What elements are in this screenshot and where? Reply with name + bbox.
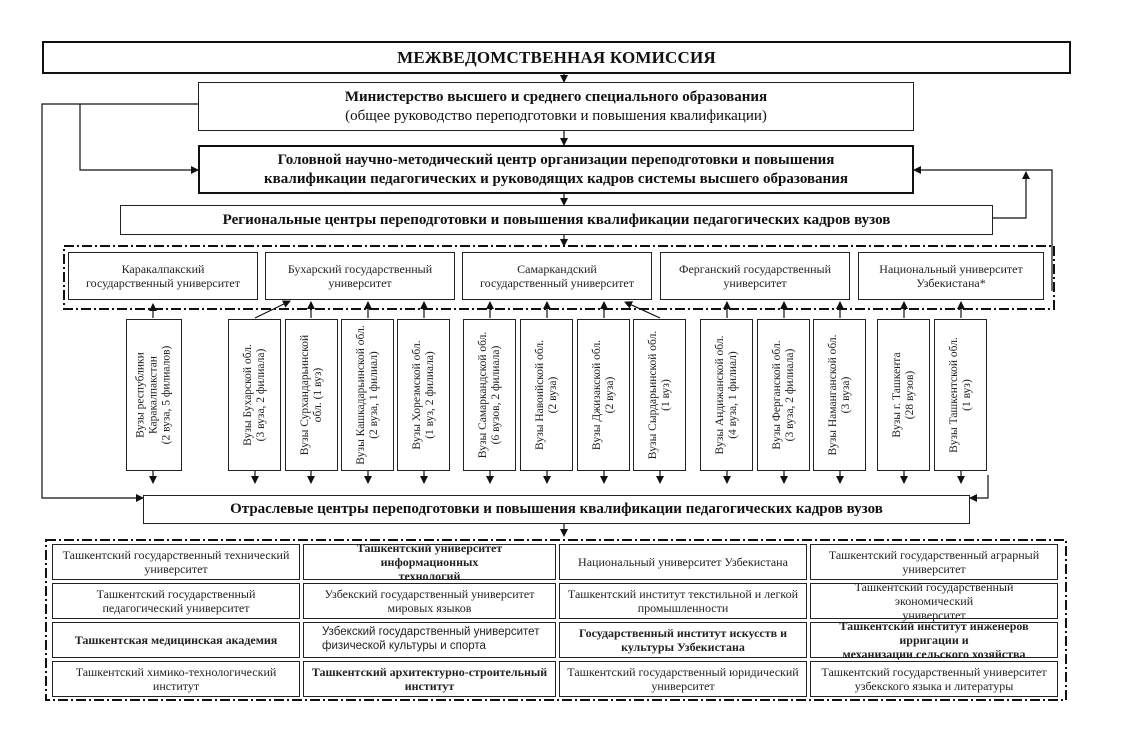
institution-line2: мировых языков [387,601,472,615]
institution-cell [52,544,300,580]
institution-line1: Ташкентский архитектурно-строительный [311,665,548,679]
university-national [858,252,1044,300]
institution-line2: педагогический университет [102,601,250,615]
institution-cell [52,661,300,697]
region-line1: Вузы Кашкадарьинской обл. [354,325,367,465]
head-center-line2: квалификации педагогических и руководящих кадров системы высшего образования [264,170,848,187]
institution-line2: университет [144,562,208,576]
institution-line1: Национальный университет Узбекистана [578,555,788,569]
institution-line2: технологий [398,569,461,583]
institution-line2: институт [152,679,200,693]
region-line2: обл. (1 вуз) [311,367,324,423]
region-line1: Вузы Бухарской обл. [241,344,254,446]
region-column [813,319,866,471]
institution-cell [303,661,556,697]
university-name-line2: университет [723,276,787,290]
region-line2: (4 вуза, 1 филиал) [726,351,739,439]
commission-title [42,41,1071,74]
institution-line1: Ташкентский государственный аграрный [828,548,1040,562]
region-column [934,319,987,471]
region-line2: (3 вуза) [839,376,852,414]
region-column [228,319,281,471]
university-name-line1: Ферганский государственный [678,262,832,276]
university-name-line2: Узбекистана* [916,276,986,290]
institution-cell [52,622,300,658]
institution-line1: Ташкентский институт инженеров ирригации и [839,619,1029,647]
ministry-box [198,82,914,131]
university-name-line2: государственный университет [480,276,634,290]
region-column [397,319,450,471]
head-center-box [198,145,914,194]
institution-line1: Ташкентская медицинская академия [74,633,278,647]
region-column [700,319,753,471]
region-line1: Вузы Ташкентской обл. [947,337,960,453]
head-center-line1: Головной научно-методический центр организации переподготовки и повышения [277,151,835,168]
region-column [463,319,516,471]
region-line2: (1 вуз) [659,379,672,411]
region-line1: Вузы республики [134,352,147,438]
institution-cell [559,622,807,658]
institution-line1: Ташкентский химико-технологический [75,665,277,679]
region-line2: (2 вуза) [546,376,559,414]
region-line3: (2 вуза, 5 филиалов) [160,345,173,445]
institution-line1: Ташкентский институт текстильной и легкой [567,587,799,601]
institution-cell [810,619,1058,661]
institution-line2: узбекского языка и литературы [854,679,1014,693]
region-line2: (28 вузов) [903,370,916,420]
institution-cell [810,544,1058,580]
institution-cell [303,622,556,658]
region-column [285,319,338,471]
university-name-line1: Самаркандский [517,262,597,276]
institution-cell [559,583,807,619]
ministry-role: (общее руководство переподготовки и повышения квалификации) [345,107,767,124]
region-line1: Вузы Хорезмской обл. [410,340,423,450]
region-line1: Вузы Самаркандской обл. [476,331,489,459]
region-line1: Вузы Ферганской обл. [770,340,783,450]
region-line2: (3 вуза, 2 филиала) [254,348,267,442]
region-column [633,319,686,471]
university-samarkand [462,252,652,300]
sectoral-centers-box [143,495,970,524]
region-line1: Вузы Джизакской обл. [590,339,603,451]
region-line2: (1 вуз) [960,379,973,411]
institution-line1: Ташкентский университет информационных [356,541,503,569]
university-name-line1: Национальный университет [879,262,1023,276]
institution-line1: Ташкентский государственный технический [62,548,290,562]
institution-line2: промышленности [637,601,729,615]
institution-cell [303,583,556,619]
university-bukhara [265,252,455,300]
region-line1: Вузы Сырдарьинской обл. [646,330,659,460]
institution-line2: культуры Узбекистана [621,640,745,654]
region-column [577,319,630,471]
region-line2: (2 вуза) [603,376,616,414]
university-name-line2: государственный университет [86,276,240,290]
university-fergana [660,252,850,300]
university-karakalpak [68,252,258,300]
institution-line1: Узбекский государственный университет [322,626,540,638]
institution-line2: механизации сельского хозяйства [842,647,1026,661]
region-line2: (3 вуза, 2 филиала) [783,348,796,442]
university-name-line2: университет [328,276,392,290]
region-line1: Вузы г. Ташкента [890,352,903,438]
institution-line1: Ташкентский государственный юридический [567,665,799,679]
commission-title-text: МЕЖВЕДОМСТВЕННАЯ КОМИССИЯ [397,47,716,67]
region-line1: Вузы Навоийской обл. [533,339,546,451]
region-column [126,319,182,471]
institution-cell [810,580,1058,622]
regional-centers-box [120,205,993,235]
institution-cell [559,661,807,697]
institution-line1: Узбекский государственный университет [324,587,535,601]
university-name-line1: Каракалпакский [121,262,205,276]
institution-line1: Ташкентский государственный экономический [854,580,1014,608]
region-column [877,319,930,471]
institution-cell [559,544,807,580]
region-column [757,319,810,471]
university-name-line1: Бухарский государственный [287,262,433,276]
institution-line1: Ташкентский государственный [96,587,256,601]
institution-cell [810,661,1058,697]
region-line2: (1 вуз, 2 филиала) [423,351,436,439]
institution-line2: физической культуры и спорта [322,640,486,652]
region-line2: (2 вуза, 1 филиал) [367,351,380,439]
region-line1: Вузы Сурхандарьинской [298,334,311,456]
institution-cell [303,541,556,583]
region-column [341,319,394,471]
institution-line2: университет [902,562,966,576]
ministry-name: Министерство высшего и среднего специального образования [344,88,768,105]
region-line1: Вузы Наманганской обл. [826,334,839,456]
institution-line1: Ташкентский государственный университет [821,665,1047,679]
institution-line1: Государственный институт искусств и [578,626,788,640]
regional-centers-text: Региональные центры переподготовки и повышения квалификации педагогических кадров вузов [222,211,891,228]
region-column [520,319,573,471]
institution-line2: университет [902,608,966,622]
region-line1: Вузы Андижанской обл. [713,335,726,455]
sectoral-centers-text: Отраслевые центры переподготовки и повышения квалификации педагогических кадров вузов [230,501,883,517]
institution-line2: университет [651,679,715,693]
institution-line2: институт [404,679,455,693]
institution-cell [52,583,300,619]
region-line2: (6 вузов, 2 филиала) [489,345,502,445]
region-line2: Каракалпакстан [147,356,160,434]
